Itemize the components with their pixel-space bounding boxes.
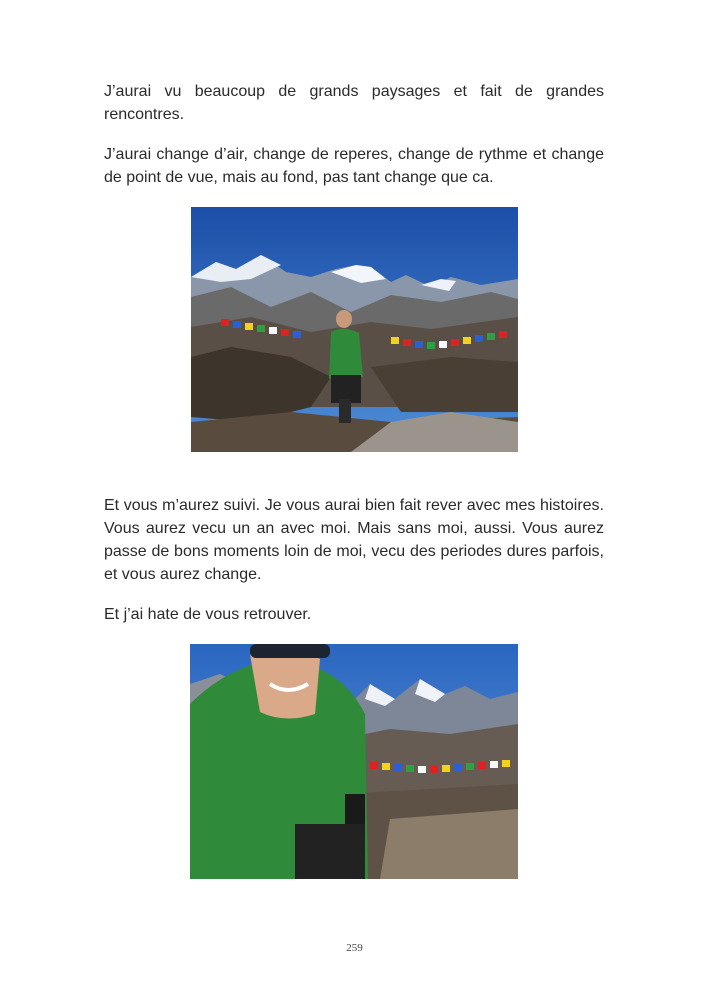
paragraph-4: Et j’ai hate de vous retrouver. <box>104 606 312 623</box>
paragraph-2: J’aurai change d’air, change de reperes, change de rythme et change de point de vue, mais au fond, pas tant change que ca. <box>104 146 604 186</box>
paragraph-1: J’aurai vu beaucoup de grands paysages et fait de grandes rencontres. <box>104 83 604 123</box>
page-number: 259 <box>346 942 363 954</box>
mountain-photo-1 <box>191 207 518 452</box>
paragraph-3: Et vous m’aurez suivi. Je vous aurai bien fait rever avec mes histoires. Vous aurez vecu un an avec moi. Mais sans moi, aussi. Vous aurez passe de bons moments loin de moi, vecu des periodes dures parfois, et vous aurez change. <box>104 497 604 583</box>
mountain-photo-2 <box>190 644 518 879</box>
